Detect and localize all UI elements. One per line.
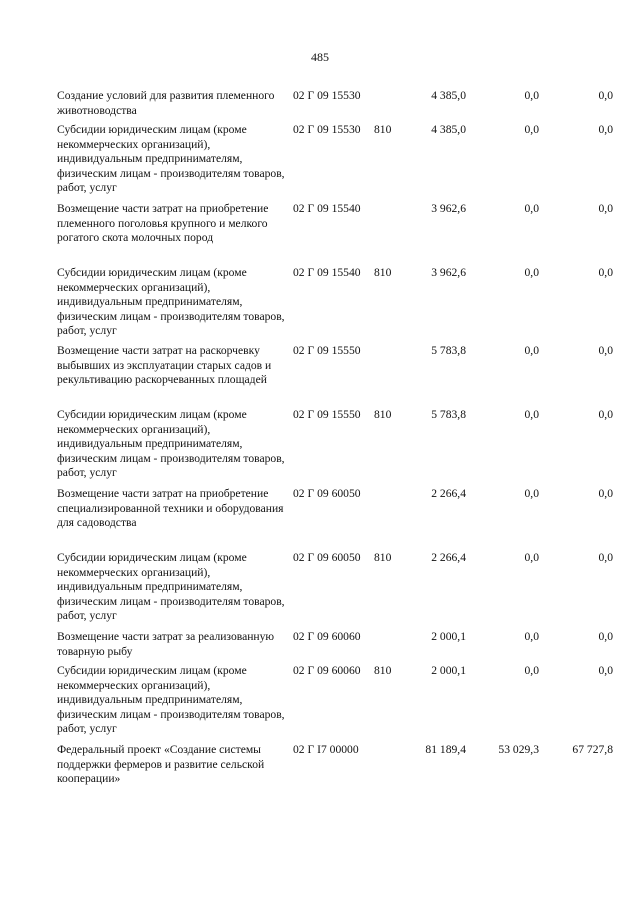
row-code: 02 Г 09 15530 — [293, 123, 361, 136]
row-code: 02 Г 09 60060 — [293, 630, 361, 643]
row-value-3: 0,0 — [598, 202, 613, 215]
row-name: Субсидии юридическим лицам (кроме некоммерческих организаций), индивидуальным предпринимателям, физическим лицам - производителям товаров, работ, услуг — [57, 664, 285, 736]
row-code: 02 Г 09 60060 — [293, 664, 361, 677]
row-value-3: 0,0 — [598, 630, 613, 643]
row-name: Федеральный проект «Создание системы поддержки фермеров и развитие сельской кооперации» — [57, 743, 265, 786]
row-type: 810 — [374, 123, 392, 136]
row-code: 02 Г 09 15550 — [293, 344, 361, 357]
row-type: 810 — [374, 266, 392, 279]
row-value-2: 0,0 — [524, 123, 539, 136]
row-code: 02 Г 09 15540 — [293, 266, 361, 279]
row-value-1: 5 783,8 — [431, 408, 466, 421]
row-value-3: 0,0 — [598, 408, 613, 421]
page-number: 485 — [311, 50, 329, 64]
row-value-3: 67 727,8 — [572, 743, 613, 756]
row-code: 02 Г 09 15550 — [293, 408, 361, 421]
row-value-2: 0,0 — [524, 408, 539, 421]
row-name: Субсидии юридическим лицам (кроме некоммерческих организаций), индивидуальным предпринимателям, физическим лицам - производителям товаров, работ, услуг — [57, 266, 285, 338]
row-code: 02 Г 09 60050 — [293, 487, 361, 500]
row-code: 02 Г 09 15540 — [293, 202, 361, 215]
row-value-1: 81 189,4 — [425, 743, 466, 756]
row-code: 02 Г 09 60050 — [293, 551, 361, 564]
row-value-1: 4 385,0 — [431, 89, 466, 102]
row-value-3: 0,0 — [598, 487, 613, 500]
row-code: 02 Г I7 00000 — [293, 743, 359, 756]
row-value-3: 0,0 — [598, 123, 613, 136]
row-value-3: 0,0 — [598, 344, 613, 357]
row-name: Возмещение части затрат на раскорчевку выбывших из эксплуатации старых садов и рекультивацию раскорчеванных площадей — [57, 344, 272, 387]
row-code: 02 Г 09 15530 — [293, 89, 361, 102]
row-value-2: 0,0 — [524, 630, 539, 643]
row-name: Возмещение части затрат за реализованную товарную рыбу — [57, 630, 275, 658]
row-name: Создание условий для развития племенного животноводства — [57, 89, 275, 117]
row-value-2: 53 029,3 — [498, 743, 539, 756]
row-value-2: 0,0 — [524, 266, 539, 279]
row-value-3: 0,0 — [598, 266, 613, 279]
row-value-1: 4 385,0 — [431, 123, 466, 136]
row-value-2: 0,0 — [524, 551, 539, 564]
row-value-2: 0,0 — [524, 487, 539, 500]
row-value-1: 2 266,4 — [431, 551, 466, 564]
row-type: 810 — [374, 664, 392, 677]
row-name: Субсидии юридическим лицам (кроме некоммерческих организаций), индивидуальным предпринимателям, физическим лицам - производителям товаров, работ, услуг — [57, 551, 285, 623]
row-value-2: 0,0 — [524, 89, 539, 102]
row-value-1: 2 266,4 — [431, 487, 466, 500]
row-name: Возмещение части затрат на приобретение специализированной техники и оборудования для садоводства — [57, 487, 284, 530]
row-value-3: 0,0 — [598, 664, 613, 677]
row-value-3: 0,0 — [598, 551, 613, 564]
row-value-2: 0,0 — [524, 344, 539, 357]
row-type: 810 — [374, 551, 392, 564]
row-type: 810 — [374, 408, 392, 421]
row-value-3: 0,0 — [598, 89, 613, 102]
row-name: Возмещение части затрат на приобретение племенного поголовья крупного и мелкого рогатого скота молочных пород — [57, 202, 269, 245]
row-value-2: 0,0 — [524, 664, 539, 677]
row-value-2: 0,0 — [524, 202, 539, 215]
row-name: Субсидии юридическим лицам (кроме некоммерческих организаций), индивидуальным предпринимателям, физическим лицам - производителям товаров, работ, услуг — [57, 123, 285, 195]
row-value-1: 3 962,6 — [431, 202, 466, 215]
row-value-1: 3 962,6 — [431, 266, 466, 279]
row-name: Субсидии юридическим лицам (кроме некоммерческих организаций), индивидуальным предпринимателям, физическим лицам - производителям товаров, работ, услуг — [57, 408, 285, 480]
row-value-1: 2 000,1 — [431, 664, 466, 677]
row-value-1: 2 000,1 — [431, 630, 466, 643]
row-value-1: 5 783,8 — [431, 344, 466, 357]
